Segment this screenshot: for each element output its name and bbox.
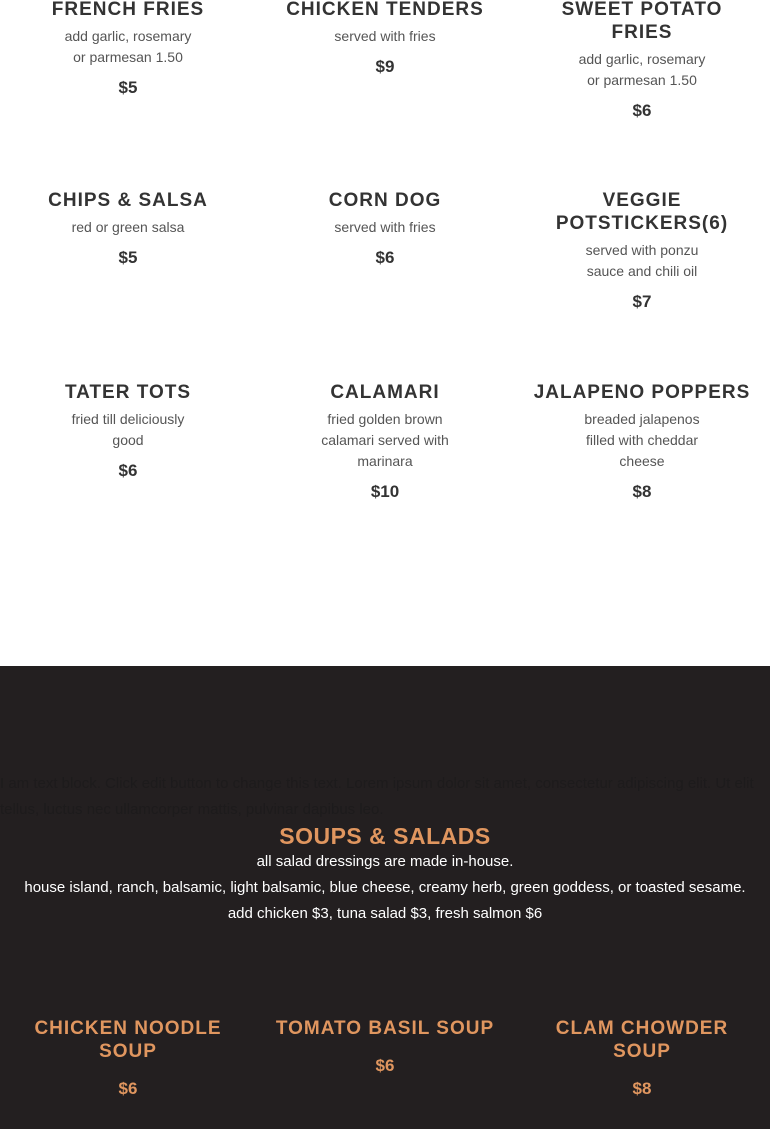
menu-item-name: VEGGIE POTSTICKERS(6) bbox=[555, 190, 729, 234]
menu-item-description: served with fries bbox=[334, 219, 436, 235]
menu-item-price: $5 bbox=[118, 248, 138, 267]
menu-item-name: CHICKEN NOODLE SOUP bbox=[34, 1018, 222, 1062]
menu-item-price: $6 bbox=[118, 1079, 138, 1098]
menu-item-description: add garlic, rosemary or parmesan 1.50 bbox=[578, 51, 706, 88]
menu-item-name: CHICKEN TENDERS bbox=[286, 0, 484, 20]
menu-item-price: $6 bbox=[375, 1056, 395, 1075]
menu-item-price: $8 bbox=[632, 482, 652, 501]
menu-item bbox=[257, 0, 513, 79]
section-title: SOUPS & SALADS bbox=[279, 823, 491, 849]
menu-item-name: SWEET POTATO FRIES bbox=[561, 0, 723, 43]
menu-item bbox=[257, 189, 513, 270]
placeholder-text-block: I am text block. Click edit button to change this text. Lorem ipsum dolor sit amet, consectetur adipiscing elit. Ut elit tellus, luctus nec ullamcorper mattis, pulvinar dapibus leo. bbox=[0, 775, 754, 818]
menu-item-price: $7 bbox=[632, 292, 652, 311]
menu-item bbox=[514, 189, 770, 314]
menu-item-description: served with ponzu sauce and chili oil bbox=[585, 242, 699, 279]
menu-item-price: $6 bbox=[375, 248, 395, 267]
menu-item bbox=[257, 1017, 513, 1078]
menu-item-description: red or green salsa bbox=[71, 219, 185, 235]
menu-item bbox=[514, 0, 770, 123]
add-ons-note: add chicken $3, tuna salad $3, fresh salmon $6 bbox=[227, 905, 543, 922]
menu-item-name: CALAMARI bbox=[330, 382, 440, 403]
menu-item bbox=[514, 381, 770, 504]
menu-item-name: TATER TOTS bbox=[64, 382, 192, 403]
menu-item bbox=[514, 1017, 770, 1101]
menu-item-description: served with fries bbox=[334, 28, 436, 44]
dressings-list: house island, ranch, balsamic, light balsamic, blue cheese, creamy herb, green goddess, or toasted sesame. bbox=[24, 879, 746, 896]
menu-item-description: fried till deliciously good bbox=[71, 411, 185, 448]
menu-item-name: CLAM CHOWDER SOUP bbox=[555, 1018, 729, 1062]
menu-item-price: $8 bbox=[632, 1079, 652, 1098]
menu-item-price: $10 bbox=[370, 482, 400, 501]
section-note: all salad dressings are made in-house. bbox=[256, 853, 514, 870]
menu-item-price: $5 bbox=[118, 78, 138, 97]
menu-item-name: CHIPS & SALSA bbox=[48, 190, 208, 211]
menu-item bbox=[257, 381, 513, 504]
menu-item-name: JALAPENO POPPERS bbox=[533, 382, 751, 403]
menu-item bbox=[0, 381, 256, 483]
menu-item-name: FRENCH FRIES bbox=[51, 0, 205, 20]
menu-item-description: add garlic, rosemary or parmesan 1.50 bbox=[64, 28, 192, 65]
menu-item bbox=[0, 1017, 256, 1101]
menu-item-name: TOMATO BASIL SOUP bbox=[275, 1018, 495, 1039]
menu-item-name: CORN DOG bbox=[328, 190, 442, 211]
menu-item-price: $6 bbox=[118, 461, 138, 480]
menu-item-price: $6 bbox=[632, 101, 652, 120]
menu-item bbox=[0, 189, 256, 270]
menu-item-price: $9 bbox=[375, 57, 395, 76]
menu-item-description: fried golden brown calamari served with marinara bbox=[321, 411, 449, 469]
menu-item-description: breaded jalapenos filled with cheddar cheese bbox=[584, 411, 700, 469]
menu-item bbox=[0, 0, 256, 100]
